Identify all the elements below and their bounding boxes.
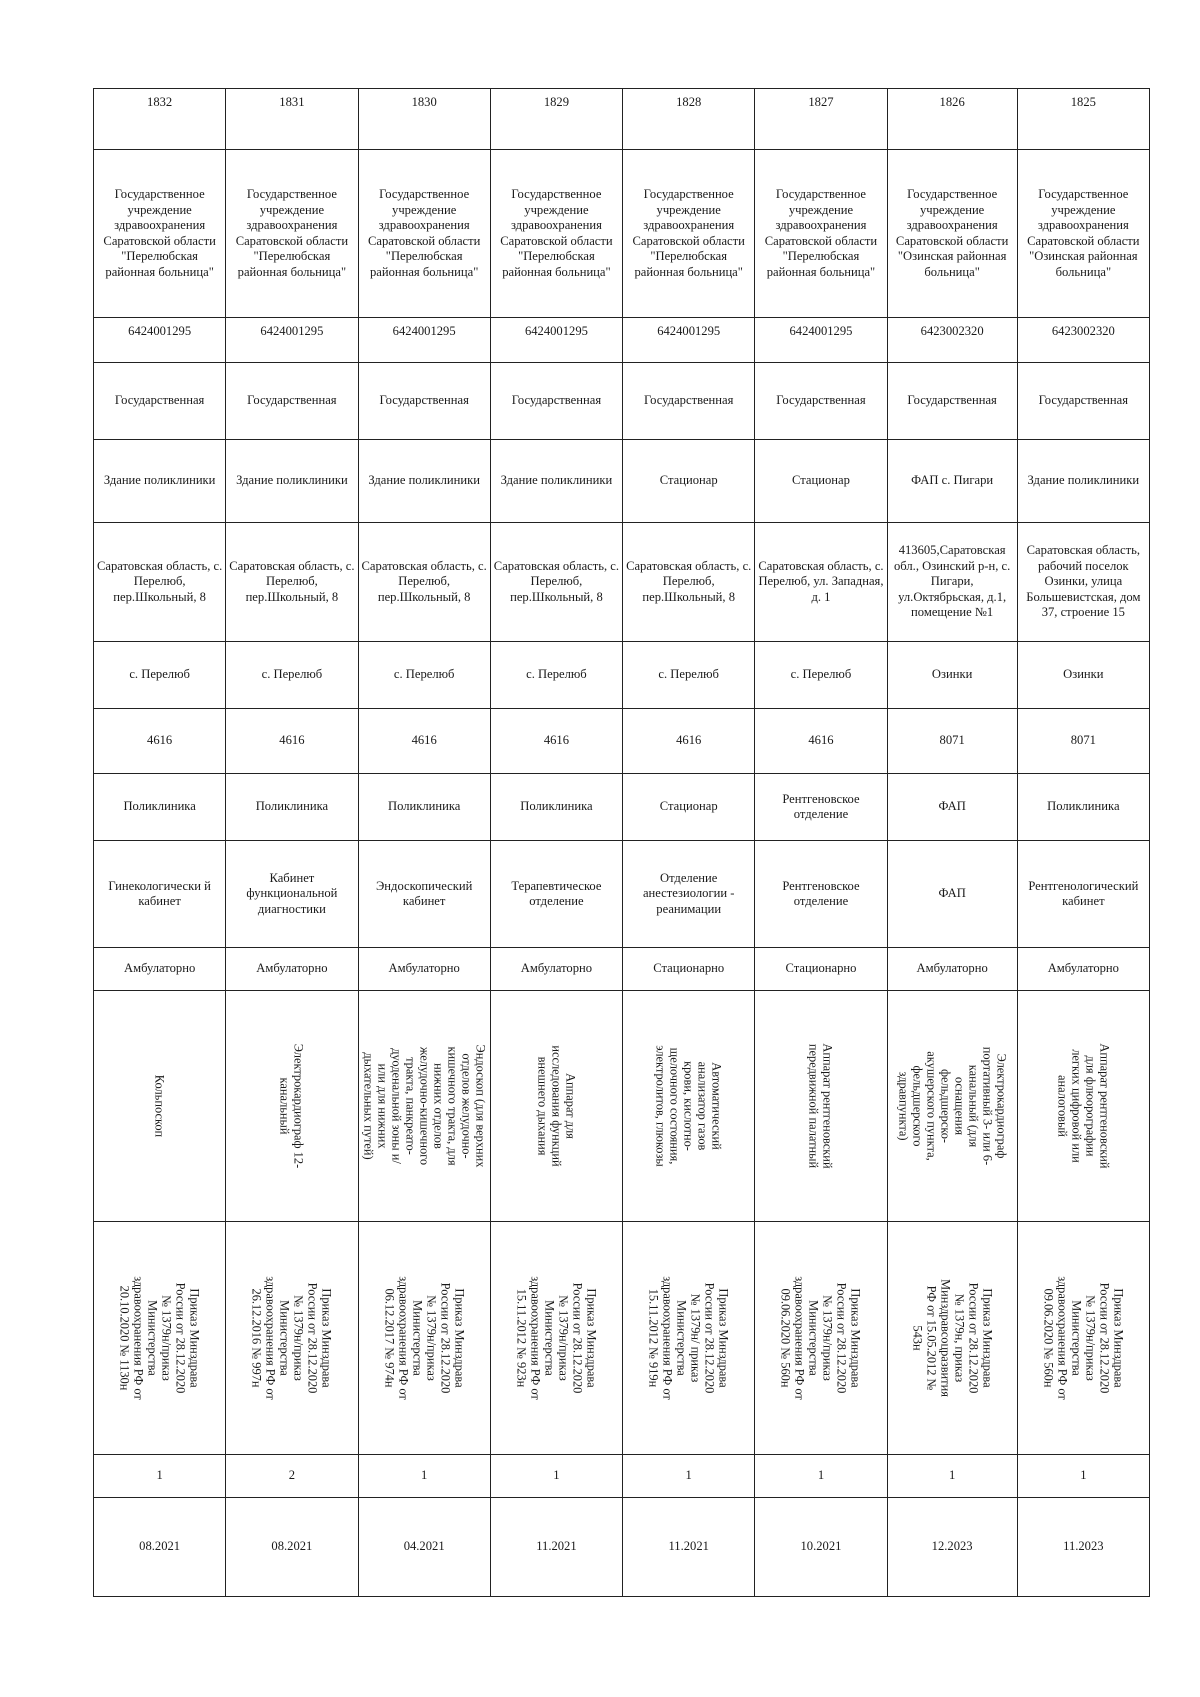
cell-ownership-form: Государственная	[94, 363, 226, 440]
cell-inn-number: 6424001295	[755, 318, 887, 363]
cell-structural-unit: Поликлиника	[226, 774, 358, 841]
cell-order-reference	[358, 1222, 490, 1455]
order-reference-text: Приказ Минздрава России от 28.12.2020 № 1379н/приказ Министерства здравоохранения РФ от 20.10.2020 № 1130н	[117, 1276, 202, 1400]
cell-equipment-name	[623, 991, 755, 1222]
cell-department: Отделение анестезиологии - реанимации	[623, 841, 755, 948]
order-reference-text: Приказ Минздрава России от 28.12.2020 № 1379н/приказ Министерства здравоохранения РФ от 06.12.2017 № 974н	[382, 1276, 467, 1400]
cell-quantity: 1	[1017, 1455, 1149, 1498]
cell-ownership-form: Государственная	[358, 363, 490, 440]
cell-equipment-name	[94, 991, 226, 1222]
cell-organization-name: Государственное учреждение здравоохранения Саратовской области "Озинская районная больница"	[1017, 150, 1149, 318]
cell-quantity: 1	[358, 1455, 490, 1498]
cell-locality-code: 4616	[226, 709, 358, 774]
equipment-name-text: Аппарат для исследования функций внешнего дыхания	[535, 1045, 578, 1167]
equipment-name-text: Автоматический анализатор газов крови, кислотно-щелочного состояния, электролитов, глюкозы	[653, 1045, 724, 1167]
cell-address: Саратовская область, с. Перелюб, ул. Западная, д. 1	[755, 523, 887, 642]
table-row	[94, 642, 1150, 709]
cell-locality: с. Перелюб	[94, 642, 226, 709]
cell-structural-unit: Стационар	[623, 774, 755, 841]
cell-structural-unit: Поликлиника	[1017, 774, 1149, 841]
cell-order-reference	[226, 1222, 358, 1455]
equipment-name-text: Электрокардиограф портативный 3- или 6-канальный (для оснащения фельдшерско-акушерского пункта, фельдшерского здравпункта)	[896, 1046, 1009, 1166]
equipment-table	[93, 88, 1150, 1597]
cell-structural-unit: Поликлиника	[94, 774, 226, 841]
cell-building-name: ФАП с. Пигари	[887, 440, 1017, 523]
cell-order-reference	[887, 1222, 1017, 1455]
cell-organization-name: Государственное учреждение здравоохранения Саратовской области "Перелюбская районная больница"	[755, 150, 887, 318]
cell-delivery-date: 10.2021	[755, 1498, 887, 1597]
table-row	[94, 948, 1150, 991]
cell-address: Саратовская область, с. Перелюб, пер.Школьный, 8	[358, 523, 490, 642]
cell-organization-name: Государственное учреждение здравоохранения Саратовской области "Перелюбская районная больница"	[490, 150, 622, 318]
cell-quantity: 1	[490, 1455, 622, 1498]
equipment-name-text: Аппарат рентгеновский передвижной палатный	[806, 1043, 835, 1169]
cell-address: Саратовская область, с. Перелюб, пер.Школьный, 8	[623, 523, 755, 642]
cell-locality: с. Перелюб	[755, 642, 887, 709]
cell-address: Саратовская область, рабочий поселок Озинки, улица Большевистская, дом 37, строение 15	[1017, 523, 1149, 642]
cell-care-mode: Амбулаторно	[226, 948, 358, 991]
cell-structural-unit: ФАП	[887, 774, 1017, 841]
cell-equipment-name	[1017, 991, 1149, 1222]
equipment-name-text: Кольпоскоп	[152, 1074, 167, 1138]
cell-department: Гинекологически й кабинет	[94, 841, 226, 948]
cell-ownership-form: Государственная	[490, 363, 622, 440]
cell-record-number: 1829	[490, 89, 622, 150]
cell-building-name: Здание поликлиники	[358, 440, 490, 523]
cell-ownership-form: Государственная	[623, 363, 755, 440]
cell-address: Саратовская область, с. Перелюб, пер.Школьный, 8	[226, 523, 358, 642]
order-reference-text: Приказ Минздрава России от 28.12.2020 № 1379н/приказ Министерства здравоохранения РФ от 26.12.2016 № 997н	[249, 1276, 334, 1400]
cell-quantity: 1	[623, 1455, 755, 1498]
cell-delivery-date: 04.2021	[358, 1498, 490, 1597]
table-row	[94, 1222, 1150, 1455]
cell-care-mode: Амбулаторно	[887, 948, 1017, 991]
cell-delivery-date: 11.2021	[490, 1498, 622, 1597]
cell-building-name: Стационар	[623, 440, 755, 523]
cell-order-reference	[755, 1222, 887, 1455]
equipment-name-text: Электрокардиограф 12-канальный	[277, 1043, 306, 1169]
order-reference-text: Приказ Минздрава России от 28.12.2020 № 1379н/приказ Министерства здравоохранения РФ от 09.06.2020 № 560н	[1041, 1276, 1126, 1400]
cell-locality-code: 4616	[755, 709, 887, 774]
cell-care-mode: Амбулаторно	[1017, 948, 1149, 991]
cell-quantity: 2	[226, 1455, 358, 1498]
cell-locality-code: 8071	[1017, 709, 1149, 774]
cell-ownership-form: Государственная	[1017, 363, 1149, 440]
cell-inn-number: 6424001295	[94, 318, 226, 363]
cell-record-number: 1827	[755, 89, 887, 150]
cell-care-mode: Амбулаторно	[94, 948, 226, 991]
cell-record-number: 1832	[94, 89, 226, 150]
cell-organization-name: Государственное учреждение здравоохранения Саратовской области "Перелюбская районная больница"	[358, 150, 490, 318]
cell-delivery-date: 08.2021	[94, 1498, 226, 1597]
cell-locality-code: 8071	[887, 709, 1017, 774]
cell-equipment-name	[887, 991, 1017, 1222]
table-row	[94, 89, 1150, 150]
cell-order-reference	[490, 1222, 622, 1455]
cell-inn-number: 6424001295	[623, 318, 755, 363]
cell-order-reference	[94, 1222, 226, 1455]
cell-ownership-form: Государственная	[755, 363, 887, 440]
cell-order-reference	[623, 1222, 755, 1455]
cell-ownership-form: Государственная	[887, 363, 1017, 440]
cell-department: Кабинет функциональной диагностики	[226, 841, 358, 948]
cell-locality: с. Перелюб	[226, 642, 358, 709]
order-reference-text: Приказ Минздрава России от 28.12.2020 № 1379н, приказ Минздравсоцразвития РФ от 15.05.2012 № 543н	[910, 1279, 995, 1397]
cell-care-mode: Стационарно	[623, 948, 755, 991]
cell-organization-name: Государственное учреждение здравоохранения Саратовской области "Перелюбская районная больница"	[226, 150, 358, 318]
cell-locality: с. Перелюб	[490, 642, 622, 709]
cell-address: Саратовская область, с. Перелюб, пер.Школьный, 8	[94, 523, 226, 642]
cell-delivery-date: 11.2021	[623, 1498, 755, 1597]
cell-structural-unit: Поликлиника	[490, 774, 622, 841]
cell-care-mode: Амбулаторно	[490, 948, 622, 991]
cell-address: Саратовская область, с. Перелюб, пер.Школьный, 8	[490, 523, 622, 642]
cell-delivery-date: 11.2023	[1017, 1498, 1149, 1597]
cell-order-reference	[1017, 1222, 1149, 1455]
order-reference-text: Приказ Минздрава России от 28.12.2020 № 1379н/приказ Министерства здравоохранения РФ от 09.06.2020 № 560н	[778, 1276, 863, 1400]
table-row	[94, 440, 1150, 523]
cell-building-name: Здание поликлиники	[94, 440, 226, 523]
cell-department: Рентгенологический кабинет	[1017, 841, 1149, 948]
table-row	[94, 709, 1150, 774]
table-row	[94, 150, 1150, 318]
table-body	[94, 89, 1150, 1597]
cell-quantity: 1	[94, 1455, 226, 1498]
document-sheet	[93, 88, 1150, 1597]
cell-ownership-form: Государственная	[226, 363, 358, 440]
cell-delivery-date: 08.2021	[226, 1498, 358, 1597]
cell-record-number: 1826	[887, 89, 1017, 150]
cell-locality-code: 4616	[490, 709, 622, 774]
cell-organization-name: Государственное учреждение здравоохранения Саратовской области "Озинская районная больница"	[887, 150, 1017, 318]
cell-equipment-name	[490, 991, 622, 1222]
cell-record-number: 1825	[1017, 89, 1149, 150]
cell-structural-unit: Поликлиника	[358, 774, 490, 841]
cell-quantity: 1	[755, 1455, 887, 1498]
table-row	[94, 318, 1150, 363]
cell-locality: Озинки	[1017, 642, 1149, 709]
table-row	[94, 991, 1150, 1222]
table-row	[94, 841, 1150, 948]
cell-department: ФАП	[887, 841, 1017, 948]
cell-department: Эндоскопический кабинет	[358, 841, 490, 948]
cell-locality-code: 4616	[94, 709, 226, 774]
equipment-name-text: Эндоскоп (для верхних отделов желудочно-кишечного тракта, для нижних отделов желудочно-кишечного тракта, панкреато-дуоденальной зоны и/или для нижних дыхательных путей)	[361, 1044, 488, 1168]
cell-address: 413605,Саратовская обл., Озинский р-н, с. Пигари, ул.Октябрьская, д.1, помещение №1	[887, 523, 1017, 642]
table-row	[94, 774, 1150, 841]
cell-structural-unit: Рентгеновское отделение	[755, 774, 887, 841]
cell-building-name: Стационар	[755, 440, 887, 523]
cell-inn-number: 6424001295	[490, 318, 622, 363]
cell-record-number: 1830	[358, 89, 490, 150]
cell-record-number: 1831	[226, 89, 358, 150]
cell-inn-number: 6424001295	[358, 318, 490, 363]
cell-quantity: 1	[887, 1455, 1017, 1498]
table-row	[94, 1498, 1150, 1597]
cell-equipment-name	[226, 991, 358, 1222]
order-reference-text: Приказ Минздрава России от 28.12.2020 № 1379н/приказ Министерства здравоохранения РФ от 15.11.2012 № 923н	[514, 1276, 599, 1400]
cell-inn-number: 6423002320	[1017, 318, 1149, 363]
cell-locality: Озинки	[887, 642, 1017, 709]
cell-building-name: Здание поликлиники	[1017, 440, 1149, 523]
cell-organization-name: Государственное учреждение здравоохранения Саратовской области "Перелюбская районная больница"	[94, 150, 226, 318]
cell-locality: с. Перелюб	[623, 642, 755, 709]
table-row	[94, 523, 1150, 642]
cell-delivery-date: 12.2023	[887, 1498, 1017, 1597]
order-reference-text: Приказ Минздрава России от 28.12.2020 № 1379н/ приказ Министерства здравоохранения РФ от 15.11.2012 № 919н	[646, 1276, 731, 1400]
cell-locality-code: 4616	[623, 709, 755, 774]
cell-department: Терапевтическое отделение	[490, 841, 622, 948]
equipment-name-text: Аппарат рентгеновский для флюорографии легких цифровой или аналоговый	[1055, 1043, 1112, 1169]
cell-inn-number: 6423002320	[887, 318, 1017, 363]
cell-record-number: 1828	[623, 89, 755, 150]
cell-equipment-name	[755, 991, 887, 1222]
table-row	[94, 363, 1150, 440]
cell-equipment-name	[358, 991, 490, 1222]
table-row	[94, 1455, 1150, 1498]
cell-care-mode: Амбулаторно	[358, 948, 490, 991]
cell-locality: с. Перелюб	[358, 642, 490, 709]
cell-department: Рентгеновское отделение	[755, 841, 887, 948]
cell-locality-code: 4616	[358, 709, 490, 774]
cell-organization-name: Государственное учреждение здравоохранения Саратовской области "Перелюбская районная больница"	[623, 150, 755, 318]
cell-inn-number: 6424001295	[226, 318, 358, 363]
cell-building-name: Здание поликлиники	[226, 440, 358, 523]
cell-care-mode: Стационарно	[755, 948, 887, 991]
cell-building-name: Здание поликлиники	[490, 440, 622, 523]
